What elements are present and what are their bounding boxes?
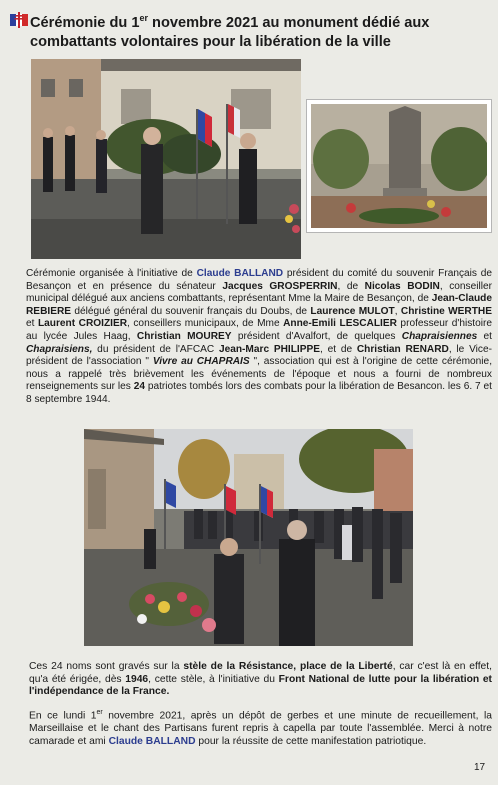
text: , car c'est là en effet, qu'a été érigée, dès [29,661,492,685]
association-name: Vivre au CHAPRAIS [152,356,250,368]
stele-description [29,661,492,699]
person-name: Anne-Emili LESCALIER [283,318,397,330]
text: En ce lundi 1 [29,710,97,722]
title-line1-b: novembre 2021 au monument dédié aux [148,14,430,31]
text: délégué général du souvenir français du Doubs, de [71,305,311,317]
person-name: Jean-Claude REBIERE [26,293,492,317]
group-name: Chapraisiennes [401,330,478,342]
superscript: er [96,709,103,716]
person-name: Christine WERTHE [400,305,492,317]
person-name: Christian RENARD [356,343,449,355]
page-number: 17 [474,762,486,773]
text: et [477,330,492,342]
title-superscript: er [139,13,148,23]
person-name: Claude BALLAND [108,735,196,747]
article-title [30,9,490,52]
person-name: Jacques GROSPERRIN [222,280,338,292]
person-name: Laurence MULOT [310,305,395,317]
count: 24 [133,381,145,393]
text: , le Vice-président de l'association " [26,343,492,368]
text: ", association qui est à l'origine de cette cérémonie, nous a rappelé très brièvement les événements de l'époque et nous a fourni de nombreux renseignements sur les [26,356,493,393]
text: , [394,305,401,317]
ceremony-description [26,268,492,407]
text: patriotes tombés lors des combats pour la libération de Besancon. les 6. 7 et 8 septembre 1944. [26,381,492,405]
person-name: Nicolas BODIN [364,280,440,292]
text: , conseillers municipaux, de Mme [127,318,284,330]
text: , de [337,280,365,292]
text: , conseiller municipal délégué aux anciens combattants, représentant Mme la Maire de Besançon, de [26,280,492,305]
lorraine-cross-flag-icon [10,12,28,28]
text: et [26,318,38,330]
text: président du comité du souvenir Français de Besançon et en présence du sénateur [26,268,493,292]
person-name: Laurent CROIZIER [37,318,128,330]
group-name: Chapraisiens, [26,343,93,355]
text: professeur d'histoire au lycée Jules Haag, [26,318,493,342]
title-line2: combattants volontaires pour la libération de la ville [30,33,391,50]
person-name: Claude BALLAND [196,268,284,279]
stele-photo [306,99,492,233]
text: , cette stèle, à l'initiative du [148,673,279,685]
text: , et de [320,343,357,355]
person-name: Christian MOUREY [136,330,232,342]
ceremony-photo-speaker [31,59,301,259]
organization-name: Front National de lutte pour la libération et l'indépendance de la France. [29,673,492,698]
place-name: stèle de la Résistance, place de la Liberté [183,661,393,672]
assembly-photo [84,429,413,646]
text: Ces 24 noms sont gravés sur la [29,661,184,672]
text: président d'Avalfort, de quelques [231,330,402,342]
text: du président de l'AFCAC [92,343,219,355]
person-name: Jean-Marc PHILIPPE [218,343,320,355]
text: novembre 2021, après un dépôt de gerbes et une minute de recueillement, la Marseillaise et le chant des Partisans furent repris à capella par toute l'assemblée. Merci à notre camarade et ami [29,710,492,747]
text: Cérémonie organisée à l'initiative de [26,268,197,279]
closing-paragraph [29,707,492,749]
title-line1-a: Cérémonie du 1 [30,14,140,31]
year: 1946 [125,673,149,685]
text: pour la réussite de cette manifestation patriotique. [195,735,427,747]
